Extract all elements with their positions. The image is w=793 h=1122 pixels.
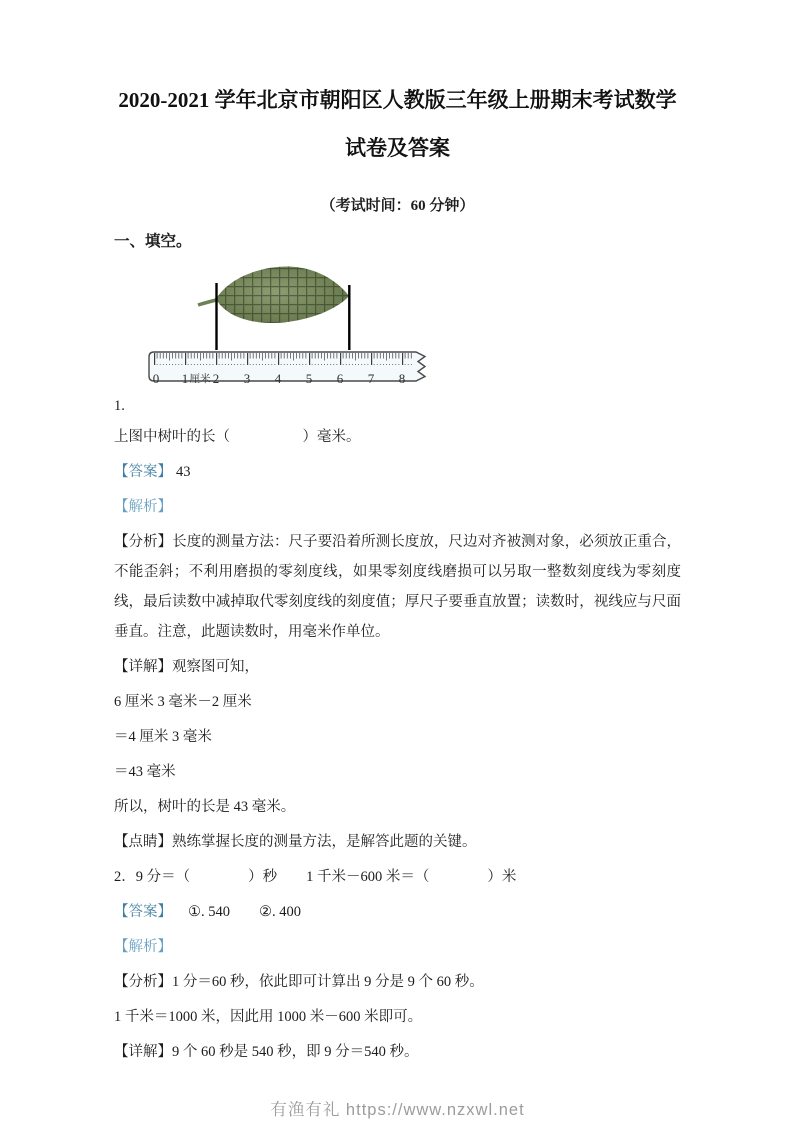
question-2-fenxi-line-2: 1 千米＝1000 米，因此用 1000 米－600 米即可。	[114, 1009, 423, 1025]
question-1-xiangjie-line	[114, 652, 681, 682]
fenxi-text: 1 分＝60 秒，依此即可计算出 9 分是 9 个 60 秒。	[172, 974, 484, 990]
question-2-jiexi-line	[114, 932, 681, 962]
ruler-number: 2	[212, 371, 220, 386]
question-2-fenxi-line-1	[114, 967, 681, 997]
solution-step: ＝43 毫米	[114, 764, 176, 780]
section-1-heading: 一、填空。	[114, 233, 192, 250]
ruler-number: 8	[398, 371, 406, 386]
page-title: 2020-2021 学年北京市朝阳区人教版三年级上册期末考试数学试卷及答案	[118, 88, 677, 160]
solution-conclusion: 所以，树叶的长是 43 毫米。	[114, 799, 296, 815]
fenxi-label: 【分析】	[114, 974, 172, 990]
question-1-text: 上图中树叶的长（ ）毫米。	[114, 429, 361, 445]
question-2-answer-line	[114, 897, 681, 927]
ruler-tick-marks	[154, 353, 413, 365]
answer-label: 【答案】	[114, 904, 172, 920]
site-watermark-footer: 有渔有礼 https://www.nzxwl.net	[270, 1101, 525, 1119]
question-1-jiexi-line	[114, 492, 681, 522]
question-1-fenxi-paragraph	[114, 527, 681, 647]
answer-value: ①. 540 ②. 400	[188, 904, 301, 920]
fenxi-label: 【分析】	[114, 534, 173, 550]
xiangjie-intro: 观察图可知，	[172, 659, 259, 675]
question-2-xiangjie-line	[114, 1037, 681, 1067]
xiangjie-text: 9 个 60 秒是 540 秒，即 9 分＝540 秒。	[172, 1044, 419, 1060]
leaf-grid-texture	[216, 266, 349, 323]
xiangjie-label: 【详解】	[114, 1044, 172, 1060]
ruler-number: 1	[181, 371, 189, 386]
ruler-number: 6	[336, 371, 344, 386]
answer-label: 【答案】	[114, 464, 172, 480]
xiangjie-label: 【详解】	[114, 659, 172, 675]
ruler-number: 0	[152, 371, 160, 386]
ruler-number: 5	[305, 371, 313, 386]
solution-step: ＝4 厘米 3 毫米	[114, 729, 212, 745]
jiexi-label: 【解析】	[114, 939, 172, 955]
jiexi-label: 【解析】	[114, 499, 172, 515]
solution-step: 6 厘米 3 毫米－2 厘米	[114, 694, 252, 710]
exam-time-note: （考试时间：60 分钟）	[320, 198, 475, 214]
ruler-number: 4	[274, 371, 282, 386]
question-1-dianjing-line	[114, 827, 681, 857]
ruler-number: 3	[243, 371, 251, 386]
ruler-number: 7	[367, 371, 375, 386]
dianjing-text: 熟练掌握长度的测量方法，是解答此题的关键。	[172, 834, 477, 850]
leaf-measurement-figure	[144, 259, 444, 391]
dianjing-label: 【点睛】	[114, 834, 172, 850]
leaf-ruler-svg	[144, 259, 444, 391]
question-1-answer-line	[114, 457, 681, 487]
fenxi-text: 长度的测量方法：尺子要沿着所测长度放，尺边对齐被测对象，必须放正重合，不能歪斜；不利用磨损的零刻度线，如果零刻度线磨损可以另取一整数刻度线为零刻度线，最后读数中减掉取代零刻度线的刻度值；厚尺子要垂直放置；读数时，视线应与尺面垂直。注意，此题读数时，用毫米作单位。	[114, 534, 682, 640]
question-1-number: 1.	[114, 398, 125, 414]
ruler-unit-label: 厘米	[189, 374, 211, 385]
question-2-text: 2．9 分＝（ ）秒 1 千米－600 米＝（ ）米	[114, 869, 517, 885]
answer-value: 43	[176, 464, 191, 480]
